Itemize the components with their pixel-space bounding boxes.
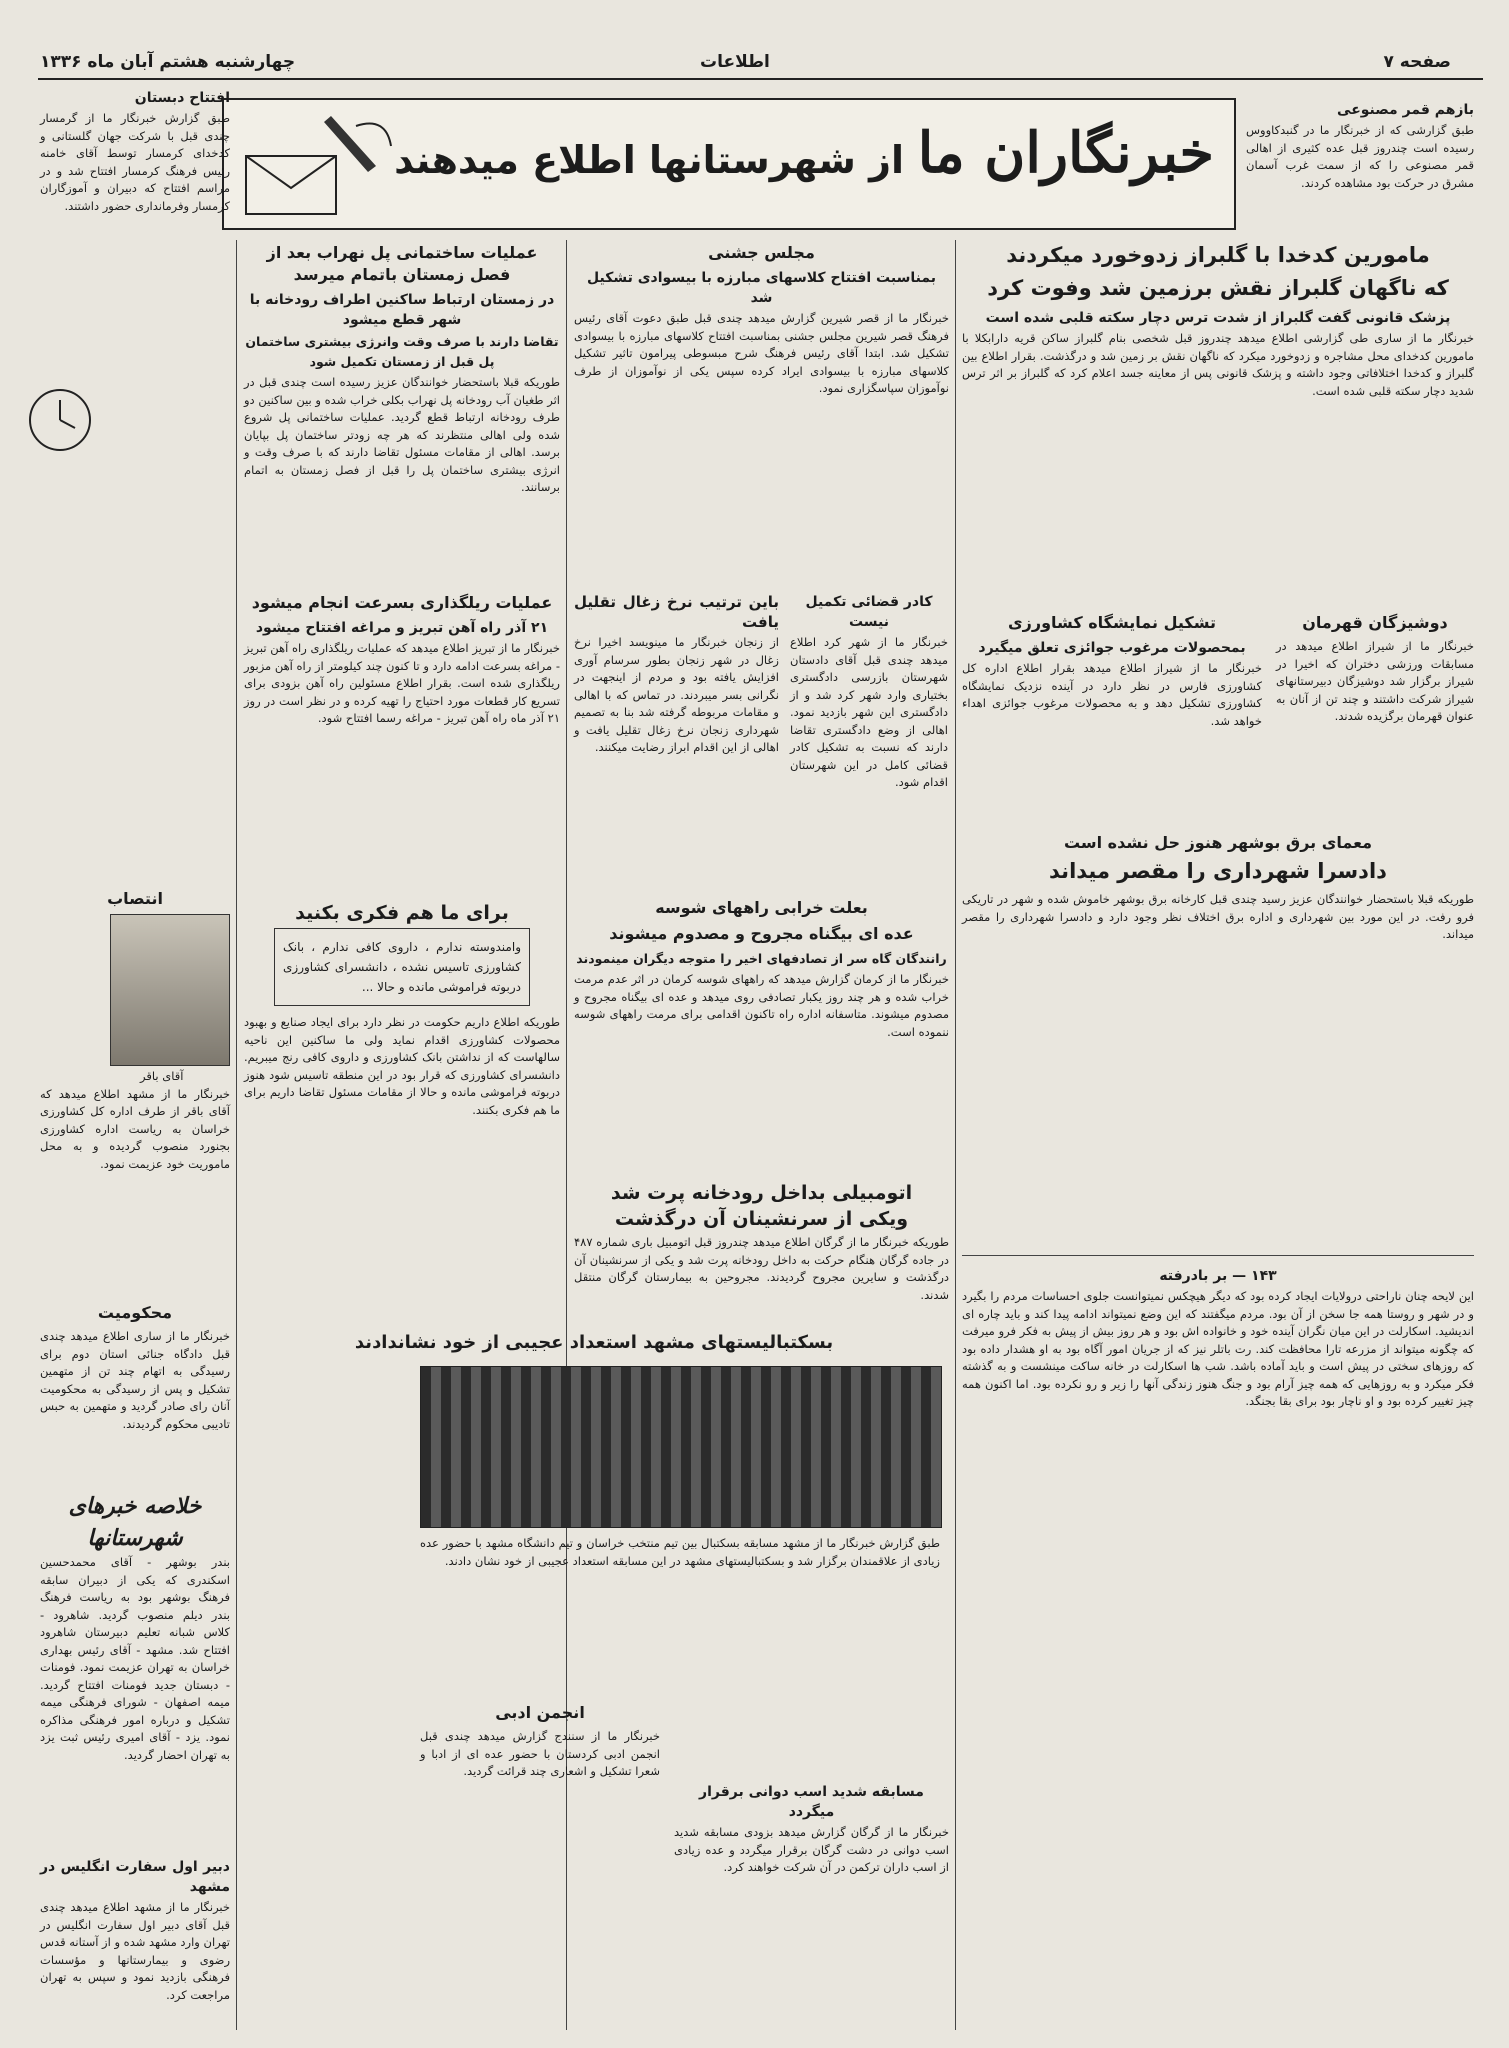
think-box: وامندوسته ندارم ، داروی کافی ندارم ، بانک کشاورزی تاسیس نشده ، دانشسرای کشاورزی دربوته فراموشی مانده و حالا ... xyxy=(274,928,530,1006)
car-subtitle: ویکی از سرنشینان آن درگذشت xyxy=(614,1208,909,1230)
celebration-subtitle: بمناسبت افتتاح کلاسهای مبارزه با بیسوادی تشکیل شد xyxy=(587,270,936,306)
serial-title: ۱۴۳ — بر بادرفته xyxy=(1159,1268,1277,1284)
horse-title: مسابقه شدید اسب دوانی برقرار میگردد xyxy=(699,1784,924,1820)
header-date: چهارشنبه هشتم آبان ماه ۱۳۳۶ xyxy=(40,52,296,72)
farm-article xyxy=(962,610,1262,736)
appointment-body: خبرنگار ما از مشهد اطلاع میدهد که آقای باقر از طرف اداره کل کشاورزی خراسان به ریاست اداره کشاورزی بجنورد منصوب گردیده و به محل ماموریت خود عزیمت نمود. xyxy=(40,1086,230,1171)
car-body: طوریکه خبرنگار ما از گرگان اطلاع میدهد چندروز قبل اتومبیل باری شماره ۴۸۷ در جاده گرگان هنگام حرکت به داخل رودخانه پرت شد و یکی از سرنشینان آن درگذشت و سایرین مجروح گردیدند. مجروحین به بیمارستان گرگان منتقل شدند. xyxy=(574,1235,949,1302)
embassy-section xyxy=(40,1855,230,2010)
bridge-subtitle: در زمستان ارتباط ساکنین اطراف رودخانه با شهر قطع میشود xyxy=(249,292,555,328)
agents-article xyxy=(962,240,1474,406)
champions-title: دوشیزگان قهرمان xyxy=(1302,613,1448,632)
think-body: طوریکه اطلاع داریم حکومت در نظر دارد برای ایجاد صنایع و بهبود محصولات کشاورزی اقدام نماید ولی ما ساکنین این ناحیه سالهاست که از نداشتن بانک کشاورزی و داروی کافی رنج میبریم. دانشسرای کشاورزی که قرار بود در این منطقه تاسیس شود هنوز دربوته فراموشی مانده و حالا از مقامات مسئول تقاضا داریم برای ما هم فکری بکنند. xyxy=(244,1015,560,1117)
rule-c1 xyxy=(236,240,237,2030)
header-paper-name: اطلاعات xyxy=(700,52,770,72)
judicial-body: خبرنگار ما از شهر کرد اطلاع میدهد چندی قبل آقای دادستان شهرستان بازرسی دادگستری بختیاری وارد شهر کرد شد و از دادگستری این شهر بازدید نمود. اهالی از وضع دادگستری تقاضا دارند که نسبت به تشکیل کادر قضائی کامل در این شهرستان اقدام شود. xyxy=(790,635,948,789)
summary-section xyxy=(40,1490,230,1770)
coal-body: از زنجان خبرنگار ما مینویسد اخیرا نرخ زغال در شهر زنجان بطور سرسام آوری افزایش یافته بود و مردم از اینجهت در نگرانی بسر میبردند. در تماس که با اهالی و مقامات مربوطه گرفته شد بنا به تصمیم شهرداری زنجان نرخ زغال تقلیل یافت و اهالی از این اقدام ابراز رضایت میکنند. xyxy=(574,635,779,754)
banner-subtitle: از شهرستانها اطلاع میدهند xyxy=(394,138,904,182)
conviction-body: خبرنگار ما از ساری اطلاع میدهد چندی قبل دادگاه جنائی استان دوم برای رسیدگی به اتهام چند تن از متهمین تشکیل و پس از رسیدگی به محکومیت آنان رای صادر گردید و متهمین به حبس تادیبی محکوم گردیدند. xyxy=(40,1329,230,1431)
appointment-section xyxy=(40,886,230,1179)
banner xyxy=(222,98,1236,230)
coal-title: باین ترتیب نرخ زغال تقلیل یافت xyxy=(574,593,779,631)
agents-body: خبرنگار ما از ساری طی گزارشی اطلاع میدهد چندروز قبل شخصی بنام گلبراز ساکن قریه دارابکلا با مامورین کدخدای محل مشاجره و زدوخورد میکرد که ناگهان نقش بر زمین شد و درگذشت. بقرار اطلاع بین گلبراز و کدخدا اختلافاتی وجود داشته و پزشک قانونی پس از معاینه جسد اعلام کرد که گلبراز بر اثر ترس شدید دچار سکته قلبی شده است. xyxy=(962,331,1474,398)
serial-body: این لایحه چنان ناراحتی درولایات ایجاد کرده بود که دیگر هیچکس نمیتوانست جلوی احساسات مردم را بگیرد و در شهر و روستا همه جا سخن از آن بود. مردم میگفتند که این وضع نمیتواند ادامه پیدا کند و باید چاره ای اندیشید. اسکارلت در این میان نگران آینده خود و خانواده اش بود و هر روز بیش از پیش به فکر فرو میرفت که چگونه میتواند از مزرعه تارا محافظت کند. رت باتلر نیز که از جریان امور آگاه بود به او هشدار داده بود که روزهای سختی در پیش است و باید آماده باشد. شب ها اسکارلت در خانه ساکت مینشست و به گذشته فکر میکرد و به روزهایی که همه چیز آرام بود و جنگ هنوز زندگی آنها را زیر و رو نکرده بود. اما اکنون همه چیز تغییر کرده بود و او ناچار بود برای بقا بجنگد. xyxy=(962,1289,1474,1408)
serial-article xyxy=(962,1264,1474,1417)
judicial-title: کادر قضائی تکمیل نیست xyxy=(805,594,933,630)
agents-subtitle: که ناگهان گلبراز نقش برزمین شد وفوت کرد xyxy=(987,276,1449,300)
judicial-article xyxy=(790,590,948,798)
basketball-article xyxy=(244,1330,944,1358)
car-title: اتومبیلی بداخل رودخانه پرت شد xyxy=(610,1182,913,1204)
top-right-body: طبق گزارشی که از خبرنگار ما در گنبدکاووس رسیده است چندروز قبل عده کثیری از اهالی قمر مصنوعی را که از سمت غرب آسمان مشرق در حرکت بود مشاهده کردند. xyxy=(1246,123,1474,190)
rule-c3 xyxy=(955,240,956,2030)
road-title: بعلت خرابی راههای شوسه xyxy=(655,898,868,917)
celebration-body: خبرنگار ما از قصر شیرین گزارش میدهد چندی قبل طبق دعوت آقای رئیس فرهنگ قصر شیرین مجلس جشنی بمناسبت افتتاح کلاسهای مبارزه با بیسوادی تشکیل شد. ابتدا آقای رئیس فرهنگ شرح مبسوطی پیرامون تاثیر تشکیل کلاسهای مبارزه با بیسوادی ایراد کرده سپس یکی از نوآموزان از طرف نوآموزان سپاسگزاری نمود. xyxy=(574,311,949,395)
bridge-article xyxy=(244,240,560,503)
basketball-body: طبق گزارش خبرنگار ما از مشهد مسابقه بسکتبال بین تیم منتخب خراسان و تیم دانشگاه مشهد با حضور عده زیادی از علاقمندان برگزار شد و بسکتبالیستهای مشهد در این مسابقه استعداد عجیبی از خود نشان دادند. xyxy=(420,1536,940,1568)
rail-subtitle: ۲۱ آذر راه آهن تبریز و مراغه افتتاح میشود xyxy=(255,620,549,636)
farm-title: تشکیل نمایشگاه کشاورزی xyxy=(1008,613,1216,632)
champions-body: خبرنگار ما از شیراز اطلاع میدهد در مسابقات ورزشی دختران که اخیرا در شیراز برگزار شد دوشیزگان دبیرستانهای شیراز شرکت داشتند و چند تن از آنان به عنوان قهرمان برگزیده شدند. xyxy=(1276,639,1474,723)
school-body: طبق گزارش خبرنگار ما از گرمسار چندی قبل با شرکت جهان گلستانی و کدخدای کرمسار توسط آقای خامنه رئیس فرهنگ کرمسار افتتاح شد و در مراسم افتتاح که دبیران و آموزگاران کرمسار وفرمانداری حضور داشتند. xyxy=(40,111,230,213)
appointment-title: انتصاب xyxy=(107,889,163,908)
clock-illustration xyxy=(20,380,100,460)
think-title: برای ما هم فکری بکنید xyxy=(295,902,509,924)
top-right-item xyxy=(1246,98,1474,198)
embassy-body: خبرنگار ما از مشهد اطلاع میدهد چندی قبل آقای دبیر اول سفارت انگلیس در تهران وارد مشهد شده و از آستانه قدس رضوی و بیمارستانها و مؤسسات فرهنگی بازدید نمود و سپس به تهران مراجعت کرد. xyxy=(40,1900,230,2002)
farm-subtitle: بمحصولات مرغوب جوائزی تعلق میگیرد xyxy=(978,640,1246,656)
horse-body: خبرنگار ما از گرگان گزارش میدهد بزودی مسابقه شدید اسب دوانی در دشت گرگان برقرار میگردد و عده زیادی از اسب داران ترکمن در آن شرکت خواهند کرد. xyxy=(674,1825,949,1874)
road-subtitle: عده ای بیگناه مجروح و مصدوم میشوند xyxy=(609,924,914,943)
bridge-body: طوریکه قبلا باستحضار خوانندگان عزیز رسیده است چندی قبل در اثر طغیان آب رودخانه پل نهراب بکلی خراب شده و بین ساکنین دو طرف رودخانه ارتباط قطع گردید. عملیات ساختمانی پل شروع شده ولی اهالی منتظرند که هر چه زودتر ساختمان پل بپایان برسد. اهالی از مقامات مسئول تقاضا دارند که با صرف وقت و انرژی بیشتری ساختمان پل را قبل از فصل زمستان به اتمام برسانند. xyxy=(244,375,560,494)
road-article xyxy=(574,895,949,1047)
literary-title: انجمن ادبی xyxy=(495,1703,585,1722)
left-column xyxy=(40,86,230,221)
celebration-article xyxy=(574,240,949,404)
rail-body: خبرنگار ما از تبریز اطلاع میدهد که عملیات ریلگذاری راه آهن تبریز - مراغه بسرعت ادامه دارد و تا کنون چند کیلومتر از راه آهن مزبور ریلگذاری شده است. بقرار اطلاع مسئولین راه آهن بزودی برای تسریع کار قطعات مورد احتیاج را تهیه کرده و در نظر است در روز ۲۱ آذر ماه راه آهن تبریز - مراغه رسما افتتاح شود. xyxy=(244,641,560,725)
agents-title: مامورین کدخدا با گلبراز زدوخورد میکردند xyxy=(1006,243,1430,267)
electricity-article xyxy=(962,830,1474,950)
farm-body: خبرنگار ما از شیراز اطلاع میدهد بقرار اطلاع اداره کل کشاورزی فارس در نظر دارد در آینده نزدیک نمایشگاه کشاورزی تشکیل دهد و به محصولات مرغوب جوائزی اهداء خواهد شد. xyxy=(962,661,1262,728)
basketball-body-wrap xyxy=(420,1535,940,1576)
summary-body: بندر بوشهر - آقای محمدحسین اسکندری که یکی از دبیران سابقه فرهنگ بوشهر بود به ریاست فرهنگ بندر دیلم منصوب گردید. شاهرود - کلاس شبانه تعلیم دبیرستان شاهرود افتتاح شد. مشهد - آقای رئیس بهداری خراسان به تهران عزیمت نمود. فومنات - دبستان جدید فومنات افتتاح گردید. میمه اصفهان - شورای فرهنگی میمه تشکیل و درباره امور فرهنگی مذاکره نمود. یزد - آقای امیری رئیس ثبت یزد به تهران احضار گردید. xyxy=(40,1555,230,1762)
electricity-title: معمای برق بوشهر هنوز حل نشده است xyxy=(1063,833,1373,852)
header-rule xyxy=(38,78,1483,80)
basketball-team-photo xyxy=(420,1366,942,1528)
bridge-subtitle-2: تقاضا دارند با صرف وقت وانرژی بیشتری ساختمان پل قبل از زمستان تکمیل شود xyxy=(245,334,559,369)
header-page-number: صفحه ۷ xyxy=(1383,52,1451,72)
bridge-title: عملیات ساختمانی پل نهراب بعد از فصل زمستان باتمام میرسد xyxy=(266,243,538,284)
conviction-title: محکومیت xyxy=(97,1303,173,1322)
portrait-caption: آقای باقر xyxy=(140,1069,184,1083)
literary-article xyxy=(420,1700,660,1787)
electricity-body: طوریکه قبلا باستحضار خوانندگان عزیز رسید چندی قبل کارخانه برق بوشهر خاموش شده و شهر در تاریکی فرو رفت. در این مورد بین شهرداری و اداره برق اختلاف نظر وجود دارد و دادسرا شهرداری را مقصر میداند. xyxy=(962,892,1474,941)
embassy-title: دبیر اول سفارت انگلیس در مشهد xyxy=(40,1859,230,1895)
conviction-section xyxy=(40,1300,230,1439)
celebration-title: مجلس جشنی xyxy=(708,243,815,262)
champions-article xyxy=(1276,610,1474,732)
summary-title: خلاصه خبرهای شهرستانها xyxy=(68,1493,202,1551)
road-subtitle-2: رانندگان گاه سر از تصادفهای اخیر را متوجه دیگران مینمودند xyxy=(576,951,947,966)
school-title: افتتاح دبستان xyxy=(134,90,230,106)
rail-title: عملیات ریلگذاری بسرعت انجام میشود xyxy=(251,593,553,612)
pen-envelope-illustration xyxy=(236,106,396,222)
basketball-title: بسکتبالیستهای مشهد استعداد عجیبی از خود نشاندادند xyxy=(354,1332,834,1353)
horse-article xyxy=(674,1780,949,1883)
top-right-title: بازهم قمر مصنوعی xyxy=(1337,102,1474,118)
coal-article xyxy=(574,590,779,763)
literary-body: خبرنگار ما از سنندج گزارش میدهد چندی قبل انجمن ادبی کردستان با حضور عده ای از ادبا و شعرا تشکیل و اشعاری چند قرائت گردید. xyxy=(420,1729,660,1778)
serial-rule xyxy=(962,1255,1474,1256)
think-article xyxy=(244,900,560,1125)
banner-title: خبرنگاران ما xyxy=(917,120,1214,186)
road-body: خبرنگار ما از کرمان گزارش میدهد که راههای شوسه کرمان در اثر عدم مرمت خراب شده و هر چند روز یکبار تصادفی روی میدهد و عده ای بیگناه مجروح و مصدوم میشوند. متاسفانه اداره راه تاکنون اقدامی برای مرمت راههای شوسه ننموده است. xyxy=(574,972,949,1039)
electricity-subtitle: دادسرا شهرداری را مقصر میداند xyxy=(1049,859,1387,883)
rail-article xyxy=(244,590,560,734)
agents-subtitle-2: پزشک قانونی گفت گلبراز از شدت ترس دچار سکته قلبی شده است xyxy=(985,310,1451,326)
portrait-photo xyxy=(110,914,230,1066)
car-article xyxy=(574,1180,949,1310)
